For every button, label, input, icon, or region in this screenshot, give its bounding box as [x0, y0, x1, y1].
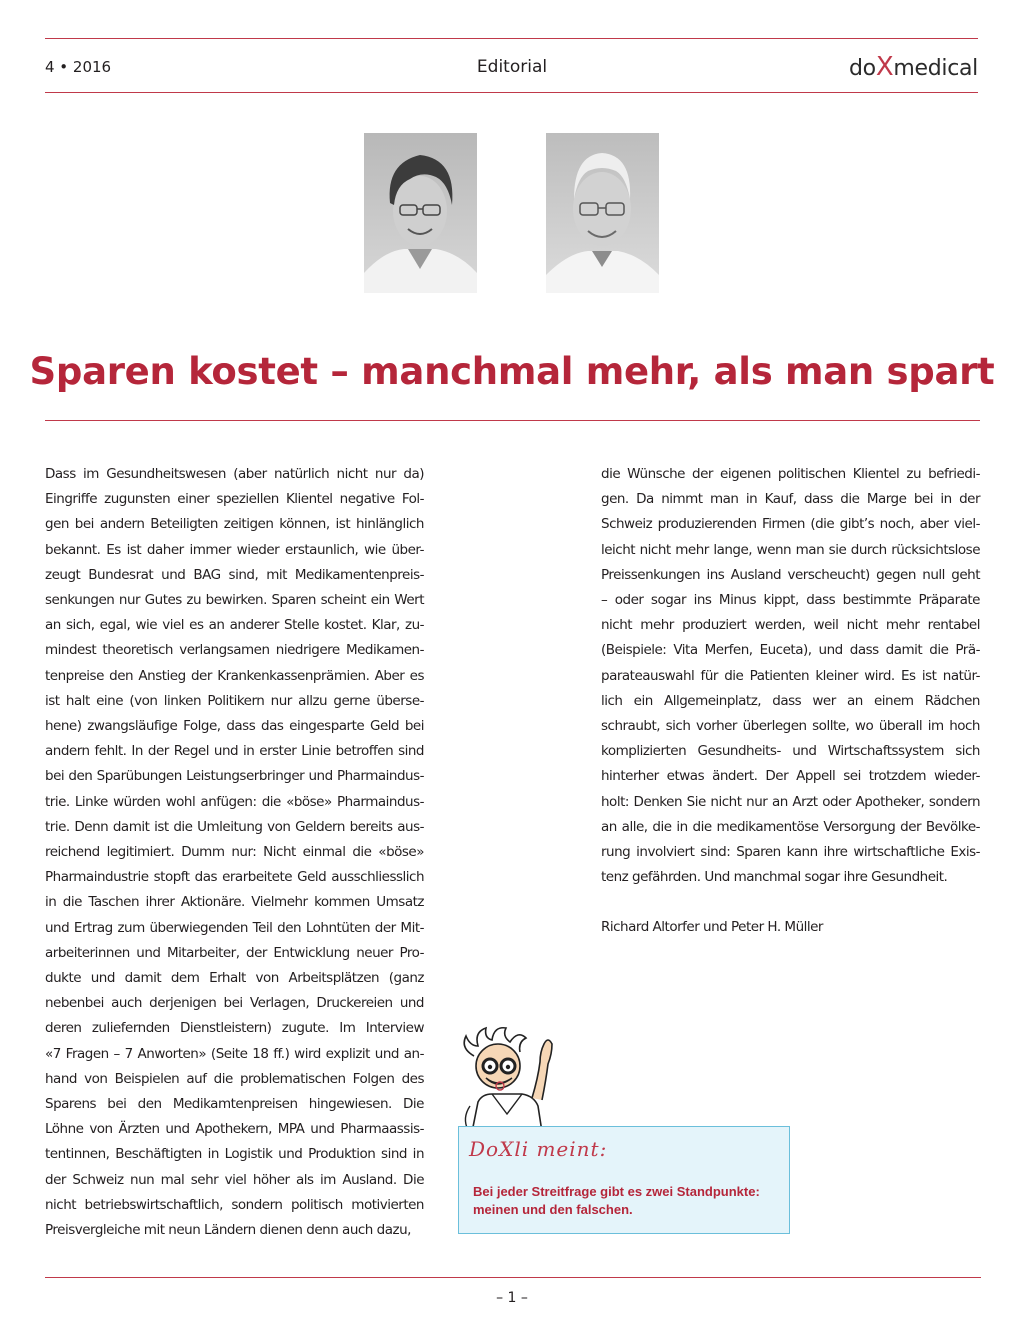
doxmedical-logo: [849, 52, 978, 82]
article-line: Löhne von Ärzten und Apothekern, MPA und Pharmaassis-: [45, 1121, 424, 1138]
article-line: gen bei andern Beteiligten zeitigen können, ist hinlänglich: [45, 516, 424, 533]
article-line: Sparens bei den Medikamtenpreisen hingewiesen. Die: [45, 1096, 424, 1113]
doxli-quote-box: [458, 1126, 790, 1234]
title-rule: [45, 420, 980, 421]
article-line: an sich, egal, wie viel es an anderer Stelle kostet. Klar, zu-: [45, 617, 424, 634]
article-line: (Beispiele: Vita Merfen, Euceta), und dass damit die Prä-: [601, 642, 980, 659]
doxli-quote: Bei jeder Streitfrage gibt es zwei Standpunkte: meinen und den falschen.: [473, 1184, 760, 1217]
issue-number: 4 • 2016: [45, 58, 112, 76]
article-line: ist halt eine (von linken Politikern nur allzu gerne überse-: [45, 692, 424, 709]
article-line: dukte und damit dem Erhalt von Arbeitsplätzen (ganz: [45, 970, 424, 987]
author-signature: Richard Altorfer und Peter H. Müller: [601, 919, 823, 936]
article-line: holt: Denken Sie nicht nur an Arzt oder Apotheker, sondern: [601, 793, 980, 810]
article-line: arbeiterinnen und Mitarbeiter, der Entwicklung neuer Pro-: [45, 944, 424, 961]
article-line: tenpreise den Anstieg der Krankenkassenprämien. Aber es: [45, 667, 424, 684]
section-title: Editorial: [476, 57, 548, 77]
article-line: bekannt. Es ist daher immer wieder erstaunlich, wie über-: [45, 541, 424, 558]
article-line: – oder sogar ins Minus kippt, dass bestimmte Präparate: [601, 592, 980, 609]
article-line: hene) zwangsläufige Folge, dass das eingesparte Geld bei: [45, 718, 424, 735]
article-line: gen. Da nimmt man in Kauf, dass die Marge bei in der: [601, 491, 980, 508]
article-line: hand von Beispielen auf die problematischen Folgen des: [45, 1070, 424, 1087]
article-line: parateauswahl für die Patienten kleiner wird. Es ist natür-: [601, 667, 980, 684]
article-line: Dass im Gesundheitswesen (aber natürlich nicht nur da): [45, 466, 424, 482]
article-line: hinterher etwas ändert. Der Appell sei trotzdem wieder-: [601, 768, 980, 785]
logo-prefix: do: [849, 56, 876, 81]
article-line: Preisvergleiche mit neun Ländern dienen denn auch dazu,: [45, 1222, 411, 1239]
article-line: Schweiz produzierenden Firmen (die gibt’s noch, aber viel-: [601, 516, 980, 533]
article-line: senkungen nur Gutes zu bewirken. Sparen scheint ein Wert: [45, 592, 424, 609]
footer-rule: [45, 1277, 981, 1278]
article-line: andern fehlt. In der Regel und in erster Linie betroffen sind: [45, 743, 424, 760]
article-line: schraubt, sich vorher überlegen sollte, wo überall im hoch: [601, 718, 980, 735]
article-line: komplizierten Gesundheits- und Wirtschaftssystem sich: [601, 743, 980, 760]
article-line: Preissenkungen ins Ausland verscheucht) gegen null geht: [601, 566, 980, 583]
article-line: Pharmaindustrie stopft das erarbeitete Geld ausschliesslich: [45, 869, 424, 886]
article-line: mindest theoretisch verlangsamen niedrigere Medikamen-: [45, 642, 424, 659]
article-column-left: [45, 462, 424, 1243]
article-line: trie. Denn damit ist die Umleitung von Geldern bereits aus-: [45, 818, 424, 835]
article-line: zeugt Bundesrat und BAG sind, mit Medikamentenpreis-: [45, 566, 424, 583]
article-line: in die Taschen ihrer Aktionäre. Vielmehr kommen Umsatz: [45, 894, 424, 911]
doxli-heading: DoXli meint:: [469, 1137, 608, 1161]
article-line: leicht nicht mehr lange, wenn man sie durch rücksichtslose: [601, 541, 980, 558]
article-line: deren zuliefernden Dienstleistern) zugute. Im Interview: [45, 1020, 424, 1037]
article-line: nebenbei auch derjenigen bei Verlagen, Druckereien und: [45, 995, 424, 1012]
article-column-right: [601, 462, 980, 941]
author-photo-right: [546, 133, 659, 293]
article-line: bei den Sparübungen Leistungserbringer und Pharmaindus-: [45, 768, 424, 785]
header-rule: [45, 92, 978, 93]
top-rule: [45, 38, 978, 39]
article-line: nicht mehr produziert werden, weil nicht mehr rentabel: [601, 617, 980, 634]
article-line: reichend legitimiert. Dumm nur: Nicht einmal die «böse»: [45, 844, 424, 861]
article-line: die Wünsche der eigenen politischen Klientel zu befriedi-: [601, 466, 980, 482]
article-line: nicht betriebswirtschaftlich, sondern politisch motivierten: [45, 1196, 424, 1213]
article-line: lich ein Allgemeinplatz, dass wer an einem Rädchen: [601, 692, 980, 709]
author-photo-left: [364, 133, 477, 293]
article-line: Eingriffe zugunsten einer speziellen Klientel negative Fol-: [45, 491, 424, 508]
page-number: – 1 –: [496, 1290, 528, 1306]
article-line: «7 Fragen – 7 Anworten» (Seite 18 ff.) wird explizit und an-: [45, 1045, 424, 1062]
article-line: tenz gefährden. Und manchmal sogar ihre Gesundheit.: [601, 869, 948, 886]
article-line: der Schweiz nun mal sehr viel höher als im Ausland. Die: [45, 1171, 424, 1188]
logo-x: X: [875, 52, 894, 82]
article-line: an alle, die in die medikamentöse Versorgung der Bevölke-: [601, 818, 980, 835]
article-title: Sparen kostet – manchmal mehr, als man spart: [29, 350, 995, 393]
doxli-mascot-illustration: [452, 1022, 562, 1132]
logo-suffix: medical: [893, 56, 978, 81]
article-line: tentinnen, Beschäftigten in Logistik und Produktion sind in: [45, 1146, 424, 1163]
article-line: und Ertrag zum überwiegenden Teil den Lohntüten der Mit-: [45, 919, 424, 936]
article-line: rung involviert sind: Sparen kann ihre wirtschaftliche Exis-: [601, 844, 980, 861]
article-line: trie. Linke würden wohl anfügen: die «böse» Pharmaindus-: [45, 793, 424, 810]
